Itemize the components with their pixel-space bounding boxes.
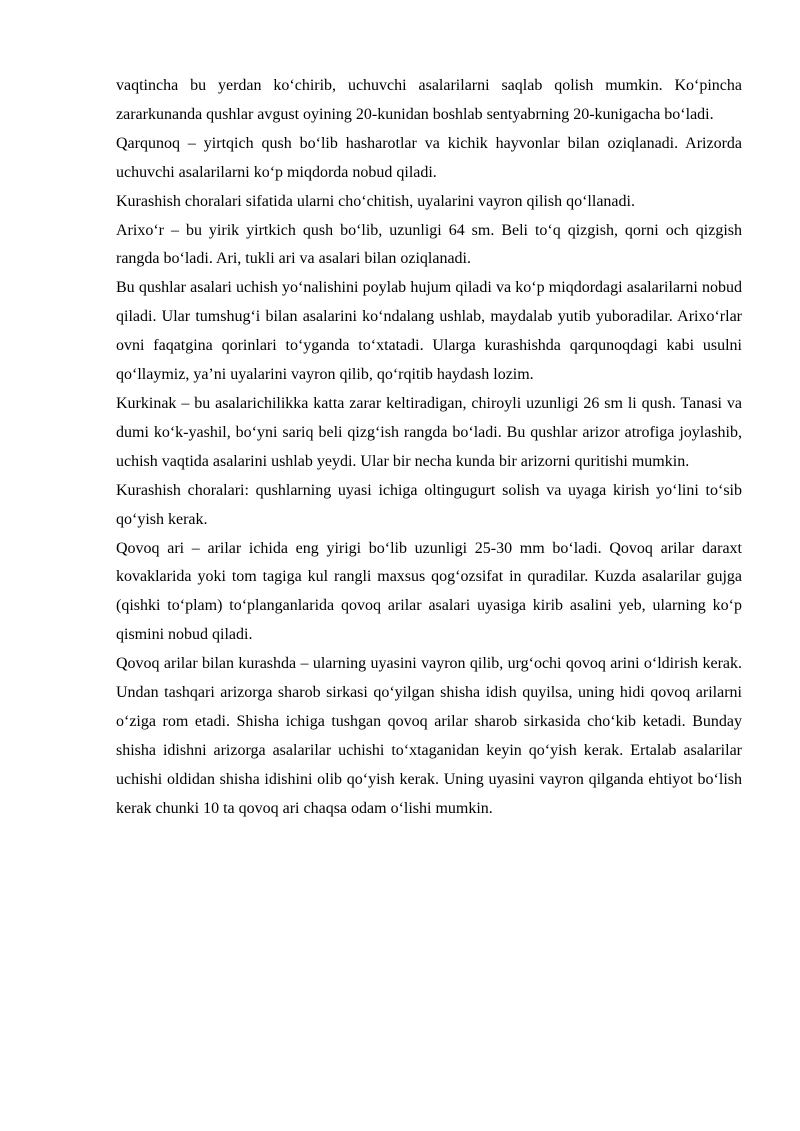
paragraph-arixor: Arixo‘r – bu yirik yirtkich qush bo‘lib, uzunligi 64 sm. Beli to‘q qizgish, qorni och qizgish rangda bo‘ladi. Ari, tukli ari va asalari bilan oziqlanadi. [116, 221, 742, 268]
paragraph-qovoq-ari-control: Qovoq arilar bilan kurashda – ularning uyasini vayron qilib, urg‘ochi qovoq arini o‘ldirish kerak. Undan tashqari arizorga sharob sirkasi qo‘yilgan shisha idish quyilsa, uning hidi qovoq arilarni o‘ziga rom etadi. Shisha ichiga tushgan qovoq arilar sharob sirkasida cho‘kib ketadi. Bunday shisha idishni arizorga asalarilar uchishi to‘xtaganidan keyin qo‘yish kerak. Ertalab asalarilar uchishi oldidan shisha idishini olib qo‘yish kerak. Uning uyasini vayron qilganda ehtiyot bo‘lish kerak chunki 10 ta qovoq ari chaqsa odam o‘lishi mumkin. [116, 655, 742, 817]
paragraph-qarqunoq: Qarqunoq – yirtqich qush bo‘lib hasharotlar va kichik hayvonlar bilan oziqlanadi. Arizorda uchuvchi asalarilarni ko‘p miqdorda nobud qiladi. [116, 134, 742, 181]
paragraph-arixor-behavior: Bu qushlar asalari uchish yo‘nalishini poylab hujum qiladi va ko‘p miqdordagi asalarilarni nobud qiladi. Ular tumshug‘i bilan asalarini ko‘ndalang ushlab, maydalab yutib yuboradilar. Arixo‘rlar ovni faqatgina qorinlari to‘yganda to‘xtatadi. Ularga kurashishda qarqunoqdagi kabi usulni qo‘llaymiz, ya’ni uyalarini vayron qilib, qo‘rqitib haydash lozim. [116, 279, 742, 384]
paragraph-kurkinak-control: Kurashish choralari: qushlarning uyasi ichiga oltingugurt solish va uyaga kirish yo‘lini to‘sib qo‘yish kerak. [116, 481, 742, 528]
paragraph-continuation: vaqtincha bu yerdan ko‘chirib, uchuvchi asalarilarni saqlab qolish mumkin. Ko‘pincha zararkunanda qushlar avgust oyining 20-kunidan boshlab sentyabrning 20-kunigacha bo‘ladi. [116, 77, 742, 123]
document-page [116, 72, 742, 824]
paragraph-kurkinak: Kurkinak – bu asalarichilikka katta zarar keltiradigan, chiroyli uzunligi 26 sm li qush. Tanasi va dumi ko‘k-yashil, bo‘yni sariq beli qizg‘ish rangda bo‘ladi. Bu qushlar arizor atrofiga joylashib, uchish vaqtida asalarini ushlab yeydi. Ular bir necha kunda bir arizorni quritishi mumkin. [116, 394, 742, 470]
paragraph-qovoq-ari: Qovoq ari – arilar ichida eng yirigi bo‘lib uzunligi 25-30 mm bo‘ladi. Qovoq arilar daraxt kovaklarida yoki tom tagiga kul rangli maxsus qog‘ozsifat in quradilar. Kuzda asalarilar gujga (qishki to‘plam) to‘planganlarida qovoq arilar asalari uyasiga kirib asalini yeb, ularning ko‘p qismini nobud qiladi. [116, 539, 742, 644]
paragraph-qarqunoq-control: Kurashish choralari sifatida ularni cho‘chitish, uyalarini vayron qilish qo‘llanadi. [116, 192, 635, 210]
